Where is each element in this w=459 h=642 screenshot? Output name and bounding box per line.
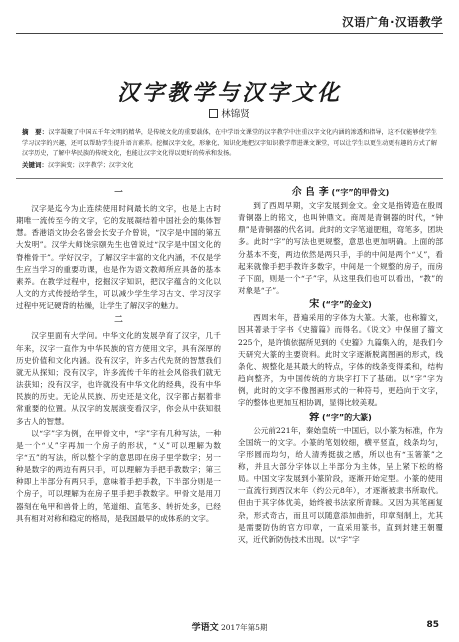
figure-caption-oracle [238,186,443,199]
seal-glyph: 𡦂 [309,411,320,423]
paragraph-6: 公元前221年，秦始皇统一中国后，以小篆为标准，作为全国统一的文字。小篆的笔划较细，横平竖直，线条均匀，字形圆而均匀，给人清秀挺拔之感，所以也有“玉箸篆”之称，并且大部分字体以上半部分为主体，呈上紧下松的格局。中国文字发展到小篆阶段，逐渐开始定型。小篆的使用一直流行到西汉末年（约公元8年），才逐渐被隶书所取代。但由于其字体优美，始终被书法家所青睐。又因为其笔画复杂，形式奇古，而且可以随意添加曲折，印章刻制上，尤其是需要防伪的官方印章，一直采用篆书，直到封建王朝覆灭，近代新防伪技术出现。以“字”字 [238,425,443,544]
abstract-text: 汉字凝聚了中国五千年文明的精华，是传统文化的重要载体，在中学语文课堂的汉字教学中注重汉字文化内涵的渗透和指导，这不仅能够使学生学习汉字的兴趣，还可以帮助学生提升语言素养。挖掘汉字文化，形象化、知识化地把汉字知识教学带进课文课堂，可以让学生以更生动更有趣的方式了解汉字历史，了解中华民族的传统文化，也能让汉字文化得以更好的传承和发扬。 [22,129,438,158]
figure-caption-seal [238,411,443,424]
right-column [238,185,443,546]
abstract [22,127,437,160]
abstract-rule [16,178,443,179]
section-heading-1: 一 [114,188,123,198]
page-number: 85 [426,620,439,630]
journal-issue: 2017年第5期 [221,623,268,632]
paragraph-4: 到了西周早期，文字发展到金文。金文是指铸造在殷周青铜器上的铭文，也叫钟鼎文。商周是青铜器的时代，“钟鼎”是青铜器的代名词。此时的文字笔道肥粗，弯笔多，团块多。此时“字”的写法也更规整，意思也更加明确。上面的部分基本不变，两边依然是两只手，手的中间是两个“乂”，看起来就像手把手教许多数字，中间是一个规整的房子，而房子下面，则是一个“子”字，从这里我们也可以看出，“教”的对象是“子”。 [238,201,443,296]
abstract-label: 摘 要： [22,128,49,136]
article-title: 汉字教学与汉字文化 [116,80,342,106]
paragraph-3: 以“字”字为例，在甲骨文中，“字”字有几种写法，一种是一个“乂”字再加一个房子的形状，“乂”可以理解为数字“五”的写法，所以整个字的意思即在房子里学数字；另一种是数字的两边有两只手，可以理解为手把手教数字；第三种即上半部分有两只手，意味着手把手教，下半部分则是一个房子，可以理解为在房子里手把手教数字。甲骨文是用刀器刻在龟甲和兽骨上的，笔道细、直笔多、转折处多，已经具有相对对称和稳定的格局，是我国最早的成体系的文字。 [16,428,221,523]
oracle-bone-glyphs: 尒 𠂤 斈 [291,187,329,198]
journal-info [0,620,459,633]
author-box-icon [209,109,218,118]
running-title: 汉语广角·汉语教学 [342,15,443,29]
keywords-text: 汉字演变；汉字教学；汉字文化 [48,161,134,169]
paragraph-5: 西周末年，普遍采用的字体为大篆。大篆，也称籀文，因其著录于字书《史籀篇》而得名。《说文》中保留了籀文225个，是许慎依据所见到的《史籀》九篇集入的，是我们今天研究大篆的主要资料。此时文字逐渐脱离图画的形式，线条化、规整化是其最大的特点，字体的线条变得柔和，结构趋向整齐，为中国传统的方块字打下了基础。以“字”字为例，此时的文字不像图画形式的一种符号，更趋向于文字，字的整体也更加互相协调，显得比较美观。 [238,313,443,408]
header-rule [16,33,443,34]
keywords-label: 关键词： [22,160,48,169]
section-heading-2: 二 [114,315,123,326]
journal-name: 学语文 [191,623,219,633]
bronze-label: (“字”的金文) [321,300,372,310]
author-name: 林锦贤 [221,109,250,120]
seal-label: (“字”的大篆) [321,412,372,422]
figure-caption-bronze [238,298,443,311]
oracle-bone-label: (“字”的甲骨文) [331,188,390,197]
paragraph-2: 汉字里面有大学问。中华文化的发展孕育了汉字，几千年来，汉字一直作为中华民族的官方使用文字，具有深厚的历史价值和文化内涵。没有汉字，许多古代先贤的智慧我们就无从探知；没有汉字，许多流传千年的社会风俗我们就无法获知；没有汉字，也许就没有中华文化的经典，没有中华民族的历史。无论从民族、历史还是文化，汉字都占据着非常重要的位置。从汉字的发展演变看汉字，你会从中获知很多古人的智慧。 [16,331,221,426]
bronze-glyph: 宋 [309,299,320,311]
paragraph-1: 汉字是迄今为止连续使用时间最长的文字，也是上古时期唯一流传至今的文字，它的发展凝结着中国社会的集体智慧。香港语文协会名誉会长安子介曾说，“汉字是中国的第五大发明”。汉学大师饶宗颐先生也曾说过“汉字是中国文化的脊椎骨干”。学好汉字，了解汉字丰富的文化内涵，不仅是学生应当学习的重要功课，也是作为语文教师所应具备的基本素养。在教学过程中，挖掘汉字知识，把汉字蕴含的文化以人文的方式传授给学生，可以减少学生学习古文、学习汉字过程中死记硬背的枯燥，让学生了解汉字的魅力。 [16,204,221,311]
left-column [16,185,221,525]
author-line [0,106,459,120]
keywords [22,160,437,172]
abstract-block [22,127,437,171]
